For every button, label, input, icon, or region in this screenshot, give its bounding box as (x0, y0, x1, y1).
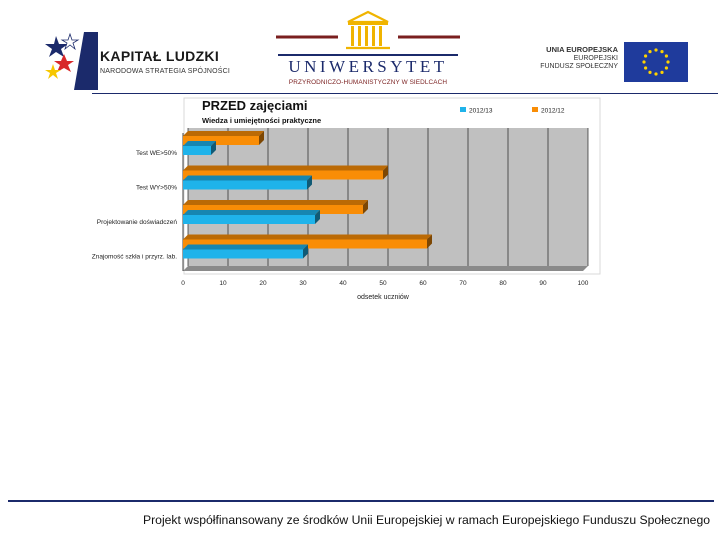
x-tick-label: 30 (299, 280, 307, 287)
bar-top (183, 131, 264, 136)
bar-top (183, 141, 216, 146)
x-tick-label: 40 (339, 280, 347, 287)
bar (183, 215, 315, 224)
chart-container (64, 96, 604, 306)
x-tick-label: 80 (499, 280, 507, 287)
eu-line-1: UNIA EUROPEJSKA (546, 45, 618, 54)
y-tick-label: Projektowanie doświadczeń (96, 219, 177, 226)
header-divider (92, 93, 718, 94)
legend-swatch (532, 107, 538, 112)
footer-text: Projekt współfinansowany ze środków Unii Europejskiej w ramach Europejskiego Funduszu Społecznego (142, 513, 710, 527)
bar-chart (64, 96, 604, 306)
chart-subtitle: Wiedza i umiejętności praktyczne (202, 116, 322, 125)
bar (183, 181, 307, 190)
header (0, 0, 720, 96)
x-tick-label: 60 (419, 280, 427, 287)
bar-top (183, 166, 388, 171)
y-tick-label: Test WY>50% (135, 184, 177, 192)
bar (183, 146, 211, 155)
kapital-ludzki-star-icon (44, 28, 98, 90)
plot-floor (183, 266, 588, 271)
university-title: UNIWERSYTET (288, 57, 448, 76)
y-tick-label: Test WE>50% (135, 150, 177, 157)
kapital-ludzki-subtitle: NARODOWA STRATEGIA SPÓJNOŚCI (100, 68, 231, 75)
x-axis-label: odsetek uczniów (357, 294, 409, 301)
bar (183, 250, 303, 259)
x-tick-label: 10 (219, 280, 227, 287)
x-tick-label: 0 (181, 280, 185, 287)
chart-title: PRZED zajęciami (202, 98, 308, 113)
bar-top (183, 245, 308, 250)
footer-divider (8, 500, 714, 502)
x-tick-label: 50 (379, 280, 387, 287)
bar-top (183, 200, 368, 205)
x-tick-label: 20 (259, 280, 267, 287)
eu-logo (512, 40, 692, 84)
legend-swatch (460, 107, 466, 112)
kapital-ludzki-title: KAPITAŁ LUDZKI (100, 48, 220, 64)
eu-line-3: FUNDUSZ SPOŁECZNY (540, 63, 618, 70)
legend-label: 2012/13 (469, 107, 493, 115)
kapital-ludzki-logo (44, 28, 244, 90)
x-tick-label: 70 (459, 280, 467, 287)
x-tick-label: 100 (577, 280, 589, 287)
bar-top (183, 176, 312, 181)
legend-label: 2012/12 (541, 107, 565, 115)
bar-top (183, 210, 320, 215)
x-tick-label: 90 (539, 280, 547, 287)
y-tick-label: Znajomość szkła i przyrz. lab. (91, 253, 177, 261)
eu-line-2: EUROPEJSKI (573, 55, 618, 62)
bar-top (183, 235, 432, 240)
university-logo (272, 10, 464, 90)
eu-flag-icon (624, 42, 688, 82)
university-subtitle: PRZYRODNICZO-HUMANISTYCZNY W SIEDLCACH (288, 79, 448, 86)
university-building-icon (272, 10, 464, 58)
